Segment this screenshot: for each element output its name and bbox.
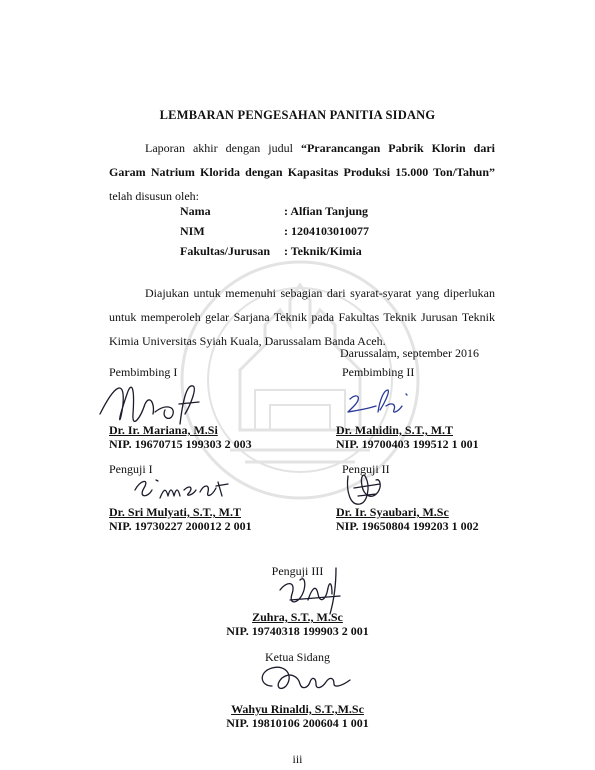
pembimbing-2-name: Dr. Mahidin, S.T., M.T: [336, 423, 454, 437]
ketua-signature: [252, 656, 362, 702]
ketua-name: Wahyu Rinaldi, S.T.,M.Sc: [231, 702, 364, 716]
page-title: LEMBARAN PENGESAHAN PANITIA SIDANG: [159, 108, 436, 122]
identity-value: : Alfian Tanjung: [284, 204, 369, 218]
place-date: Darussalam, september 2016: [340, 346, 479, 360]
ketua-role: Ketua Sidang: [265, 650, 330, 664]
identity-row-faculty: [180, 241, 362, 261]
identity-row-name: [180, 201, 368, 221]
identity-label: Fakultas/Jurusan: [180, 244, 271, 258]
penguji-1-name: Dr. Sri Mulyati, S.T., M.T: [109, 505, 242, 519]
identity-label: NIM: [180, 224, 205, 238]
penguji-3-name: Zuhra, S.T., M.Sc: [252, 610, 343, 624]
penguji-1-signature: [130, 470, 240, 510]
identity-row-nim: [180, 221, 369, 241]
penguji-2-role: Penguji II: [342, 462, 390, 476]
pembimbing-1-role: Pembimbing I: [109, 365, 178, 379]
intro-prefix: Laporan akhir dengan judul: [145, 141, 301, 155]
ketua-nip: NIP. 19810106 200604 1 001: [226, 716, 369, 730]
intro-paragraph: [109, 136, 495, 208]
penguji-3-role: Penguji III: [271, 564, 324, 578]
penguji-2-name: Dr. Ir. Syaubari, M.Sc: [336, 505, 449, 519]
identity-value: : Teknik/Kimia: [284, 244, 362, 258]
penguji-1-nip: NIP. 19730227 200012 2 001: [109, 519, 252, 533]
pembimbing-2-role: Pembimbing II: [342, 365, 415, 379]
pembimbing-1-name: Dr. Ir. Mariana, M.Si: [109, 423, 218, 437]
intro-suffix: telah disusun oleh:: [109, 189, 199, 203]
pembimbing-1-nip: NIP. 19670715 199303 2 003: [109, 437, 252, 451]
identity-value: : 1204103010077: [284, 224, 369, 238]
penguji-1-role: Penguji I: [109, 462, 153, 476]
pembimbing-2-nip: NIP. 19700403 199512 1 001: [336, 437, 479, 451]
report-title: “Prarancangan Pabrik Klorin dari Garam Natrium Klorida dengan Kapasitas Produksi 15.000 Ton/Tahun”: [109, 141, 495, 179]
page-number: iii: [292, 752, 303, 766]
identity-label: Nama: [180, 204, 211, 218]
purpose-paragraph: Diajukan untuk memenuhi sebagian dari syarat-syarat yang diperlukan untuk memperoleh gelar Sarjana Teknik pada Fakultas Teknik Jurusan Teknik Kimia Universitas Syiah Kuala, Darussalam Banda Aceh.: [109, 286, 495, 348]
pembimbing-2-signature: [340, 384, 420, 426]
penguji-3-nip: NIP. 19740318 199903 2 001: [226, 624, 369, 638]
penguji-2-nip: NIP. 19650804 199203 1 002: [336, 519, 479, 533]
